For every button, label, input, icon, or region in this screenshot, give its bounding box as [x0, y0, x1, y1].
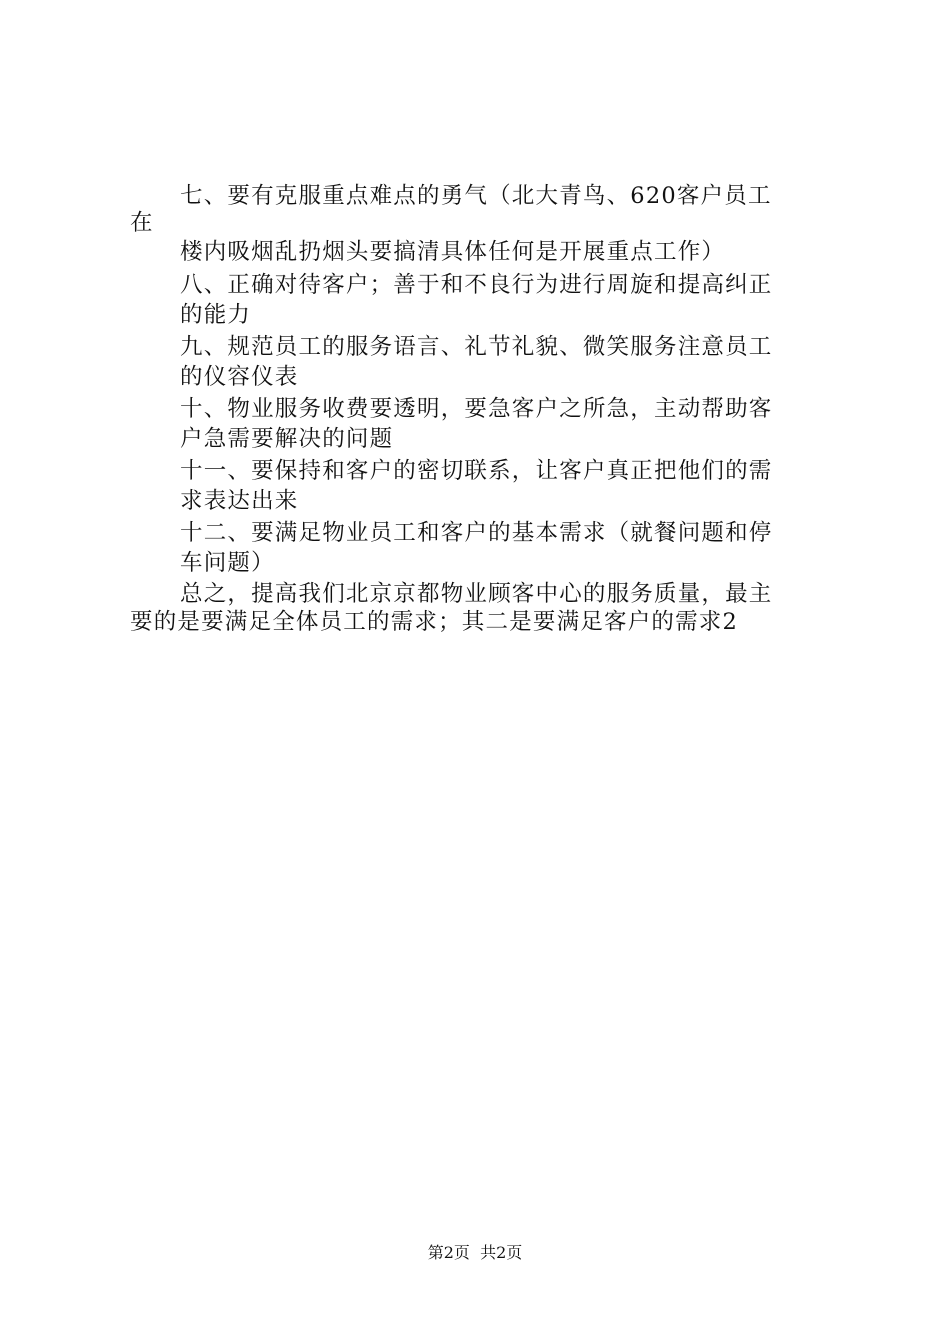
paragraph-line: 十二、要满足物业员工和客户的基本需求（就餐问题和停 — [180, 520, 773, 546]
paragraph-line: 车问题） — [180, 550, 275, 576]
paragraph-line: 要的是要满足全体员工的需求；其二是要满足客户的需求2 — [130, 609, 739, 635]
paragraph-line: 八、正确对待客户；善于和不良行为进行周旋和提高纠正 — [180, 272, 773, 298]
paragraph-line: 九、规范员工的服务语言、礼节礼貌、微笑服务注意员工 — [180, 334, 773, 360]
paragraph-line: 在 — [130, 210, 154, 236]
paragraph-line: 的仪容仪表 — [180, 364, 299, 390]
paragraph-line: 楼内吸烟乱扔烟头要搞清具体任何是开展重点工作） — [180, 239, 726, 265]
paragraph-line: 求表达出来 — [180, 488, 299, 514]
paragraph-line: 的能力 — [180, 302, 252, 328]
paragraph-line: 十、物业服务收费要透明，要急客户之所急，主动帮助客 — [180, 396, 773, 422]
paragraph-line: 十一、要保持和客户的密切联系，让客户真正把他们的需 — [180, 458, 773, 484]
paragraph-line: 总之，提高我们北京京都物业顾客中心的服务质量，最主 — [180, 581, 773, 607]
paragraph-line: 七、要有克服重点难点的勇气（北大青鸟、620客户员工 — [180, 183, 772, 209]
page-footer: 第2页 共2页 — [427, 1243, 523, 1262]
paragraph-line: 户急需要解决的问题 — [180, 426, 394, 452]
